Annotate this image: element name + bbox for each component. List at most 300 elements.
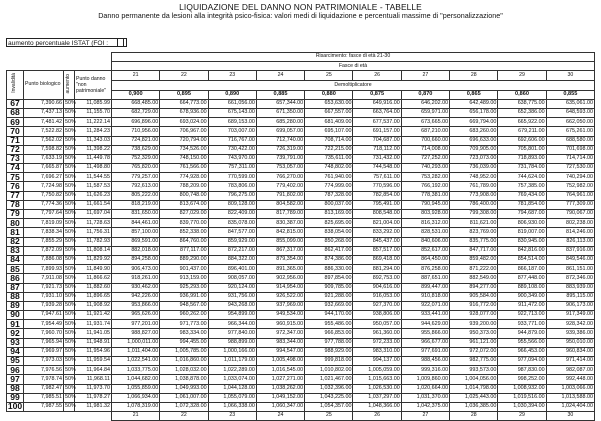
value-cell: 882,549.00 — [450, 274, 498, 283]
value-cell: 786,400.00 — [450, 200, 498, 209]
table-row — [7, 118, 595, 127]
punto-biologico-cell: 7,987.55 — [24, 402, 64, 411]
punto-danno-cell: 11,587.53 — [75, 182, 112, 191]
value-cell: 757,385.00 — [498, 182, 546, 191]
value-cell: 977,094.00 — [498, 357, 546, 366]
punto-danno-cell: 11,398.22 — [75, 145, 112, 154]
table-row — [7, 311, 595, 320]
invalidita-cell: 95 — [7, 357, 24, 366]
value-cell: 838,054.00 — [305, 228, 353, 237]
aumento-cell: 50% — [64, 154, 75, 163]
footer-age: 25 — [305, 412, 353, 421]
value-cell: 896,401.00 — [208, 265, 256, 274]
value-cell: 1,044,128.00 — [208, 384, 256, 393]
value-cell: 661,056.00 — [208, 99, 256, 108]
value-cell: 983,310.00 — [353, 347, 401, 356]
invalidita-cell: 74 — [7, 164, 24, 173]
punto-header: Punto biologico — [24, 71, 64, 99]
value-cell: 724,821.00 — [112, 136, 160, 145]
punto-biologico-cell: 7,819.09 — [24, 219, 64, 228]
punto-danno-cell: 11,968.11 — [75, 375, 112, 384]
invalidita-cell: 77 — [7, 191, 24, 200]
aumento-cell: 50% — [64, 255, 75, 264]
value-cell: 1,049,993.00 — [160, 384, 208, 393]
age-header: 26 — [353, 71, 401, 81]
punto-danno-cell: 11,728.63 — [75, 219, 112, 228]
fasce-header: Fasce di età — [112, 62, 595, 71]
value-cell: 913,159.00 — [160, 274, 208, 283]
value-cell: 1,066,934.00 — [112, 393, 160, 402]
value-cell: 911,472.00 — [498, 301, 546, 310]
value-cell: 847,717.00 — [450, 246, 498, 255]
footer-age: 29 — [498, 412, 546, 421]
value-cell: 872,217.00 — [208, 246, 256, 255]
value-cell: 966,853.00 — [305, 329, 353, 338]
value-cell: 1,027,271.00 — [256, 375, 304, 384]
value-cell: 753,282.00 — [401, 173, 449, 182]
punto-biologico-cell: 7,899.93 — [24, 265, 64, 274]
aumento-cell: 50% — [64, 375, 75, 384]
coef-header: 0,865 — [450, 90, 498, 99]
value-cell: 659,971.00 — [401, 108, 449, 117]
value-cell: 994,137.00 — [353, 357, 401, 366]
value-cell: 950,010.00 — [546, 338, 594, 347]
value-cell: 704,687.00 — [353, 136, 401, 145]
value-cell: 689,153.00 — [208, 118, 256, 127]
value-cell: 910,818.00 — [401, 292, 449, 301]
value-cell: 939,200.00 — [450, 320, 498, 329]
page-subtitle: Danno permanente da lesioni alla integrità psico-fisica: valori medi di liquidazione e percentuali massime di "personalizzazione" — [98, 11, 503, 20]
value-cell: 869,418.00 — [353, 255, 401, 264]
value-cell: 988,899.00 — [208, 338, 256, 347]
value-cell: 1,072,328.00 — [160, 402, 208, 411]
invalidita-cell: 67 — [7, 99, 24, 108]
liquidation-table — [6, 52, 595, 421]
value-cell: 936,991.00 — [160, 292, 208, 301]
value-cell: 774,999.00 — [305, 182, 353, 191]
aumento-cell: 50% — [64, 182, 75, 191]
value-cell: 1,042,375.00 — [401, 402, 449, 411]
punto-danno-cell: 11,626.23 — [75, 191, 112, 200]
value-cell: 799,308.00 — [450, 210, 498, 219]
value-cell: 1,055,079.00 — [208, 393, 256, 402]
value-cell: 971,773.00 — [160, 320, 208, 329]
value-cell: 966,453.00 — [498, 347, 546, 356]
punto-danno-cell: 11,697.04 — [75, 210, 112, 219]
value-cell: 895,115.00 — [546, 292, 594, 301]
value-cell: 844,461.00 — [112, 219, 160, 228]
table-row — [7, 191, 595, 200]
value-cell: 857,100.00 — [112, 228, 160, 237]
invalidita-cell: 99 — [7, 393, 24, 402]
punto-danno-cell: 11,808.14 — [75, 246, 112, 255]
aumento-cell: 50% — [64, 191, 75, 200]
value-cell: 795,491.00 — [353, 200, 401, 209]
value-cell: 769,434.00 — [498, 191, 546, 200]
value-cell: 696,896.00 — [112, 118, 160, 127]
value-cell: 1,020,664.00 — [401, 384, 449, 393]
value-cell: 709,905.00 — [450, 145, 498, 154]
value-cell: 916,772.00 — [450, 301, 498, 310]
punto-biologico-cell: 7,931.10 — [24, 292, 64, 301]
value-cell: 1,028,032.00 — [160, 366, 208, 375]
value-cell: 682,729.00 — [112, 108, 160, 117]
coef-header: 0,870 — [401, 90, 449, 99]
aumento-cell: 50% — [64, 366, 75, 375]
age-header: 25 — [305, 71, 353, 81]
punto-biologico-cell: 7,522.82 — [24, 127, 64, 136]
value-cell: 1,054,357.00 — [305, 402, 353, 411]
value-cell: 714,714.00 — [546, 154, 594, 163]
coef-header: 0,895 — [160, 90, 208, 99]
value-cell: 1,022,289.00 — [208, 366, 256, 375]
value-cell: 712,740.00 — [256, 136, 304, 145]
table-row — [7, 182, 595, 191]
value-cell: 668,485.00 — [112, 99, 160, 108]
value-cell: 966,344.00 — [208, 320, 256, 329]
value-cell: 835,775.00 — [450, 237, 498, 246]
footer-age: 26 — [353, 412, 401, 421]
value-cell: 657,344.00 — [256, 99, 304, 108]
value-cell: 779,257.00 — [112, 173, 160, 182]
value-cell: 723,073.00 — [450, 154, 498, 163]
punto-biologico-cell: 7,838.34 — [24, 228, 64, 237]
age-header: 30 — [546, 71, 594, 81]
table-row — [7, 357, 595, 366]
footer-age: 28 — [450, 412, 498, 421]
value-cell: 930,462.00 — [112, 283, 160, 292]
invalidita-cell: 75 — [7, 173, 24, 182]
value-cell: 652,386.00 — [498, 108, 546, 117]
value-cell: 972,233.00 — [353, 338, 401, 347]
punto-danno-cell: 11,981.32 — [75, 402, 112, 411]
value-cell: 800,037.00 — [305, 200, 353, 209]
table-row — [7, 210, 595, 219]
invalidita-cell: 68 — [7, 108, 24, 117]
table-row — [7, 219, 595, 228]
invalidita-cell: 90 — [7, 311, 24, 320]
table-row — [7, 375, 595, 384]
value-cell: 972,347.00 — [256, 329, 304, 338]
value-cell: 1,049,152.00 — [256, 393, 304, 402]
punto-danno-cell: 11,931.74 — [75, 320, 112, 329]
value-cell: 850,268.00 — [305, 237, 353, 246]
value-cell: 884,322.00 — [208, 255, 256, 264]
value-cell: 901,437.00 — [160, 265, 208, 274]
punto-biologico-cell: 7,598.82 — [24, 145, 64, 154]
value-cell: 992,448.00 — [546, 375, 594, 384]
value-cell: 664,773.00 — [160, 99, 208, 108]
value-cell: 683,260.00 — [450, 127, 498, 136]
punto-danno-cell: 11,964.84 — [75, 366, 112, 375]
value-cell: 783,806.00 — [208, 182, 256, 191]
table-row — [7, 366, 595, 375]
value-cell: 889,108.00 — [498, 283, 546, 292]
value-cell: 961,360.00 — [353, 329, 401, 338]
aumento-cell: 50% — [64, 108, 75, 117]
aumento-cell: 50% — [64, 136, 75, 145]
invalidita-cell: 86 — [7, 274, 24, 283]
value-cell: 849,546.00 — [546, 255, 594, 264]
punto-danno-cell: 11,866.62 — [75, 274, 112, 283]
aumento-cell: 50% — [64, 219, 75, 228]
punto-danno-cell: 11,921.42 — [75, 311, 112, 320]
value-cell: 948,567.00 — [160, 301, 208, 310]
invalidita-cell: 84 — [7, 255, 24, 264]
istat-value-box — [117, 38, 127, 47]
value-cell: 1,033,775.00 — [112, 366, 160, 375]
aumento-cell: 50% — [64, 127, 75, 136]
aumento-cell: 50% — [64, 246, 75, 255]
punto-danno-cell: 11,756.31 — [75, 228, 112, 237]
table-row — [7, 265, 595, 274]
value-cell: 722,215.00 — [305, 145, 353, 154]
value-cell: 894,258.00 — [112, 255, 160, 264]
value-cell: 921,288.00 — [305, 292, 353, 301]
value-cell: 983,334.00 — [160, 329, 208, 338]
value-cell: 705,801.00 — [498, 145, 546, 154]
value-cell: 950,373.00 — [450, 329, 498, 338]
aumento-cell: 50% — [64, 164, 75, 173]
invalidita-cell: 85 — [7, 265, 24, 274]
value-cell: 1,000,166.00 — [208, 347, 256, 356]
invalidita-cell: 98 — [7, 384, 24, 393]
value-cell: 714,008.00 — [401, 145, 449, 154]
punto-biologico-cell: 7,954.49 — [24, 320, 64, 329]
value-cell: 671,350.00 — [256, 108, 304, 117]
aumento-cell: 50% — [64, 301, 75, 310]
punto-danno-cell: 11,498.80 — [75, 164, 112, 173]
value-cell: 900,349.00 — [498, 292, 546, 301]
value-cell: 960,262.00 — [160, 311, 208, 320]
value-cell: 827,029.00 — [160, 210, 208, 219]
punto-danno-cell: 11,343.03 — [75, 136, 112, 145]
punto-danno-cell: 11,896.65 — [75, 292, 112, 301]
value-cell: 766,192.00 — [401, 182, 449, 191]
value-cell: 877,117.00 — [160, 246, 208, 255]
value-cell: 887,651.00 — [401, 274, 449, 283]
punto-biologico-cell: 7,750.82 — [24, 191, 64, 200]
coef-header: 0,855 — [546, 90, 594, 99]
value-cell: 988,456.00 — [401, 357, 449, 366]
punto-biologico-cell: 7,969.97 — [24, 347, 64, 356]
punto-danno-cell: 11,973.70 — [75, 384, 112, 393]
value-cell: 648,593.00 — [546, 108, 594, 117]
table-row — [7, 320, 595, 329]
aumento-cell: 50% — [64, 210, 75, 219]
value-cell: 727,252.00 — [401, 154, 449, 163]
punto-biologico-cell: 7,665.87 — [24, 164, 64, 173]
value-cell: 892,753.00 — [353, 274, 401, 283]
value-cell: 999,818.00 — [305, 357, 353, 366]
value-cell: 977,691.00 — [401, 347, 449, 356]
value-cell: 796,275.00 — [208, 191, 256, 200]
value-cell: 1,036,385.00 — [450, 402, 498, 411]
aumento-cell: 50% — [64, 237, 75, 246]
value-cell: 665,922.00 — [498, 118, 546, 127]
invalidita-cell: 82 — [7, 237, 24, 246]
value-cell: 708,714.00 — [305, 136, 353, 145]
value-cell: 1,016,860.00 — [160, 357, 208, 366]
age-header: 27 — [401, 71, 449, 81]
value-cell: 1,060,347.00 — [256, 402, 304, 411]
value-cell: 999,316.00 — [401, 366, 449, 375]
value-cell: 790,067.00 — [546, 210, 594, 219]
value-cell: 748,952.00 — [450, 173, 498, 182]
value-cell: 788,209.00 — [160, 182, 208, 191]
footer-age: 30 — [546, 412, 594, 421]
value-cell: 803,928.00 — [401, 210, 449, 219]
value-cell: 955,566.00 — [498, 338, 546, 347]
value-cell: 653,630.00 — [305, 99, 353, 108]
value-cell: 790,945.00 — [401, 200, 449, 209]
age-header: 29 — [498, 71, 546, 81]
value-cell: 1,037,297.00 — [353, 393, 401, 402]
value-cell: 695,107.00 — [305, 127, 353, 136]
value-cell: 876,258.00 — [401, 265, 449, 274]
value-cell: 662,050.00 — [546, 118, 594, 127]
table-row — [7, 145, 595, 154]
value-cell: 736,039.00 — [450, 164, 498, 173]
value-cell: 830,945.00 — [498, 237, 546, 246]
value-cell: 718,112.00 — [353, 145, 401, 154]
value-cell: 688,580.00 — [546, 136, 594, 145]
value-cell: 1,005,785.00 — [160, 347, 208, 356]
value-cell: 701,698.00 — [546, 145, 594, 154]
value-cell: 982,087.00 — [546, 366, 594, 375]
value-cell: 752,982.00 — [546, 182, 594, 191]
value-cell: 917,349.00 — [546, 311, 594, 320]
punto-biologico-cell: 7,696.27 — [24, 173, 64, 182]
coef-header: 0,860 — [498, 90, 546, 99]
punto-biologico-cell: 7,390.66 — [24, 99, 64, 108]
value-cell: 906,173.00 — [546, 301, 594, 310]
value-cell: 998,252.00 — [498, 375, 546, 384]
invalidita-cell: 87 — [7, 283, 24, 292]
invalidita-cell: 83 — [7, 246, 24, 255]
value-cell: 961,121.00 — [450, 338, 498, 347]
aumento-cell: 50% — [64, 99, 75, 108]
value-cell: 669,794.00 — [450, 118, 498, 127]
value-cell: 777,309.00 — [546, 200, 594, 209]
value-cell: 635,061.00 — [546, 99, 594, 108]
value-cell: 667,557.00 — [305, 108, 353, 117]
value-cell: 691,157.00 — [353, 127, 401, 136]
value-cell: 764,961.00 — [546, 191, 594, 200]
table-row — [7, 173, 595, 182]
value-cell: 908,057.00 — [208, 274, 256, 283]
invalidita-cell: 70 — [7, 127, 24, 136]
value-cell: 1,022,541.00 — [112, 357, 160, 366]
value-cell: 1,048,366.00 — [353, 402, 401, 411]
value-cell: 931,756.00 — [208, 292, 256, 301]
value-cell: 781,854.00 — [498, 200, 546, 209]
punto-biologico-cell: 7,633.19 — [24, 154, 64, 163]
punto-biologico-cell: 7,973.03 — [24, 357, 64, 366]
coef-header: 0,885 — [256, 90, 304, 99]
invalidita-cell: 93 — [7, 338, 24, 347]
value-cell: 738,629.00 — [112, 145, 160, 154]
value-cell: 830,387.00 — [256, 219, 304, 228]
value-cell: 944,170.00 — [305, 311, 353, 320]
value-cell: 922,713.00 — [498, 311, 546, 320]
table-row — [7, 347, 595, 356]
value-cell: 928,342.00 — [546, 320, 594, 329]
value-cell: 1,005,498.00 — [256, 357, 304, 366]
value-cell: 882,018.00 — [112, 246, 160, 255]
punto-biologico-cell: 7,886.08 — [24, 255, 64, 264]
table-row — [7, 200, 595, 209]
value-cell: 837,916.00 — [546, 246, 594, 255]
value-cell: 909,785.00 — [305, 283, 353, 292]
value-cell: 794,687.00 — [498, 210, 546, 219]
invalidita-cell: 73 — [7, 154, 24, 163]
coef-header: 0,900 — [112, 90, 160, 99]
value-cell: 926,522.00 — [256, 292, 304, 301]
value-cell: 700,660.00 — [401, 136, 449, 145]
punto-biologico-cell: 7,724.98 — [24, 182, 64, 191]
aumento-cell: 50% — [64, 402, 75, 411]
value-cell: 744,548.00 — [353, 164, 401, 173]
value-cell: 994,455.00 — [160, 338, 208, 347]
invalidita-cell: 97 — [7, 375, 24, 384]
value-cell: 753,057.00 — [256, 164, 304, 173]
age-header: 22 — [160, 71, 208, 81]
aumento-cell: 50% — [64, 311, 75, 320]
value-cell: 716,767.00 — [208, 136, 256, 145]
value-cell: 928,077.00 — [450, 311, 498, 320]
punto-danno-cell: 11,882.60 — [75, 283, 112, 292]
value-cell: 855,099.00 — [256, 237, 304, 246]
value-cell: 867,317.00 — [256, 246, 304, 255]
invalidita-cell: 91 — [7, 320, 24, 329]
punto-danno-cell: 11,849.90 — [75, 265, 112, 274]
footer-blank — [7, 412, 112, 421]
value-cell: 1,008,932.00 — [498, 384, 546, 393]
value-cell: 831,650.00 — [112, 210, 160, 219]
table-row — [7, 246, 595, 255]
value-cell: 871,222.00 — [450, 265, 498, 274]
value-cell: 710,956.00 — [112, 127, 160, 136]
table-row — [7, 292, 595, 301]
value-cell: 954,899.00 — [208, 311, 256, 320]
punto-danno-cell: 11,941.05 — [75, 329, 112, 338]
punto-danno-cell: 11,544.55 — [75, 173, 112, 182]
value-cell: 782,854.00 — [353, 191, 401, 200]
value-cell: 1,030,394.00 — [498, 402, 546, 411]
value-cell: 864,450.00 — [401, 255, 449, 264]
value-cell: 920,124.00 — [208, 283, 256, 292]
age-header: 28 — [450, 71, 498, 81]
value-cell: 770,596.00 — [353, 182, 401, 191]
aumento-cell: 50% — [64, 320, 75, 329]
punto-danno-cell: 11,782.93 — [75, 237, 112, 246]
value-cell: 939,386.00 — [546, 329, 594, 338]
value-cell: 966,677.00 — [401, 338, 449, 347]
value-cell: 673,665.00 — [401, 118, 449, 127]
band-header: Risarcimento: fasce di età 21-30 — [112, 53, 595, 62]
value-cell: 897,854.00 — [305, 274, 353, 283]
value-cell: 663,764.00 — [353, 108, 401, 117]
value-cell: 818,219.00 — [112, 200, 160, 209]
table-row — [7, 99, 595, 108]
punto-danno-cell: 11,954.96 — [75, 347, 112, 356]
value-cell: 894,277.00 — [450, 283, 498, 292]
value-cell: 955,866.00 — [401, 329, 449, 338]
value-cell: 731,784.00 — [498, 164, 546, 173]
value-cell: 854,514.00 — [498, 255, 546, 264]
value-cell: 685,280.00 — [256, 118, 304, 127]
